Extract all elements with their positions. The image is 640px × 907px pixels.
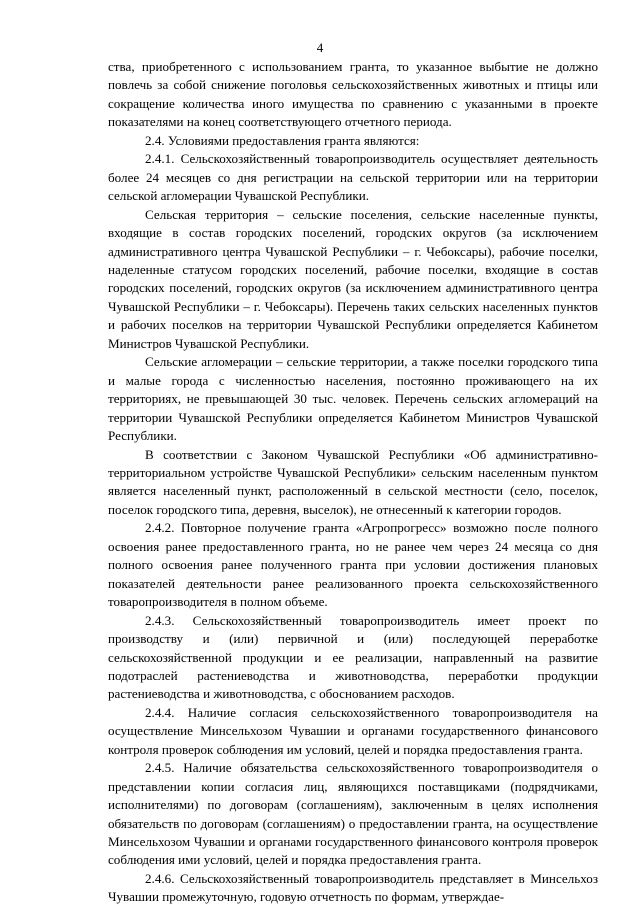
- document-body: [108, 58, 598, 907]
- paragraph-2-4-1: 2.4.1. Сельскохозяйственный товаропроизводитель осуществляет деятельность более 24 месяцев со дня регистрации на сельской территории или на территории сельской агломерации Чувашской Республики.: [108, 151, 598, 204]
- paragraph-2-4-3: 2.4.3. Сельскохозяйственный товаропроизводитель имеет проект по производству и (или) первичной и (или) последующей переработке сельскохозяйственной продукции и ее реализации, направленный на развитие подотраслей растениеводства и животноводства, переработки продукции растениеводства и животноводства, с обоснованием расходов.: [108, 612, 598, 702]
- paragraph-2-4: 2.4. Условиями предоставления гранта являются:: [145, 132, 420, 148]
- paragraph-2-4-4: 2.4.4. Наличие согласия сельскохозяйственного товаропроизводителя на осуществление Минсельхозом Чувашии и органами государственного финансового контроля проверок соблюдения им условий, целей и порядка предоставления гранта.: [108, 704, 598, 757]
- paragraph-rural-agglomerations: Сельские агломерации – сельские территории, а также поселки городского типа и малые города с численностью населения, постоянно проживающего на их территориях, не превышающей 30 тыс. человек. Перечень сельских агломераций на территории Чувашской Республики определяется Кабинетом Министров Чувашской Республики.: [108, 354, 598, 444]
- paragraph-continuation: ства, приобретенного с использованием гранта, то указанное выбытие не должно повлечь за собой снижение поголовья сельскохозяйственных животных и птицы или сокращение количества иного имущества по сравнению с указанными в проекте показателями на конец соответствующего отчетного периода.: [108, 59, 598, 130]
- paragraph-rural-territory: Сельская территория – сельские поселения, сельские населенные пункты, входящие в состав городских поселений, городских округов (за исключением административного центра Чувашской Республики – г. Чебоксары), рабочие поселки, наделенные статусом городских поселений, рабочие поселки, входящие в состав городских поселений, городских округов (за исключением административного центра Чувашской Республики – г. Чебоксары). Перечень таких сельских населенных пунктов и рабочих поселков на территории Чувашской Республики определяется Кабинетом Министров Чувашской Республики.: [108, 206, 598, 351]
- paragraph-2-4-5: 2.4.5. Наличие обязательства сельскохозяйственного товаропроизводителя о представлении копии согласия лиц, являющихся поставщиками (подрядчиками, исполнителями) по договорам (соглашениям), заключенным в целях исполнения обязательств по договорам (соглашениям) о предоставлении гранта, на осуществление Минсельхозом Чувашии и органами государственного финансового контроля проверок соблюдения ими условий, целей и порядка предоставления гранта.: [108, 760, 598, 868]
- paragraph-2-4-2: 2.4.2. Повторное получение гранта «Агропрогресс» возможно после полного освоения ранее предоставленного гранта, но не ранее чем через 24 месяца со дня полного освоения ранее полученного гранта при условии достижения плановых показателей деятельности ранее реализованного проекта сельскохозяйственного товаропроизводителя в полном объеме.: [108, 520, 598, 610]
- paragraph-2-4-6: 2.4.6. Сельскохозяйственный товаропроизводитель представляет в Минсельхоз Чувашии промежуточную, годовую отчетность по формам, утверждае-: [108, 870, 598, 905]
- paragraph-law-reference: В соответствии с Законом Чувашской Республики «Об административно-территориальном устройстве Чувашской Республики» сельским населенным пунктом является населенный пункт, расположенный в сельской местности (село, поселок, поселок городского типа, деревня, выселок), не отнесенный к категории городов.: [108, 446, 598, 517]
- page-number: 4: [316, 40, 324, 55]
